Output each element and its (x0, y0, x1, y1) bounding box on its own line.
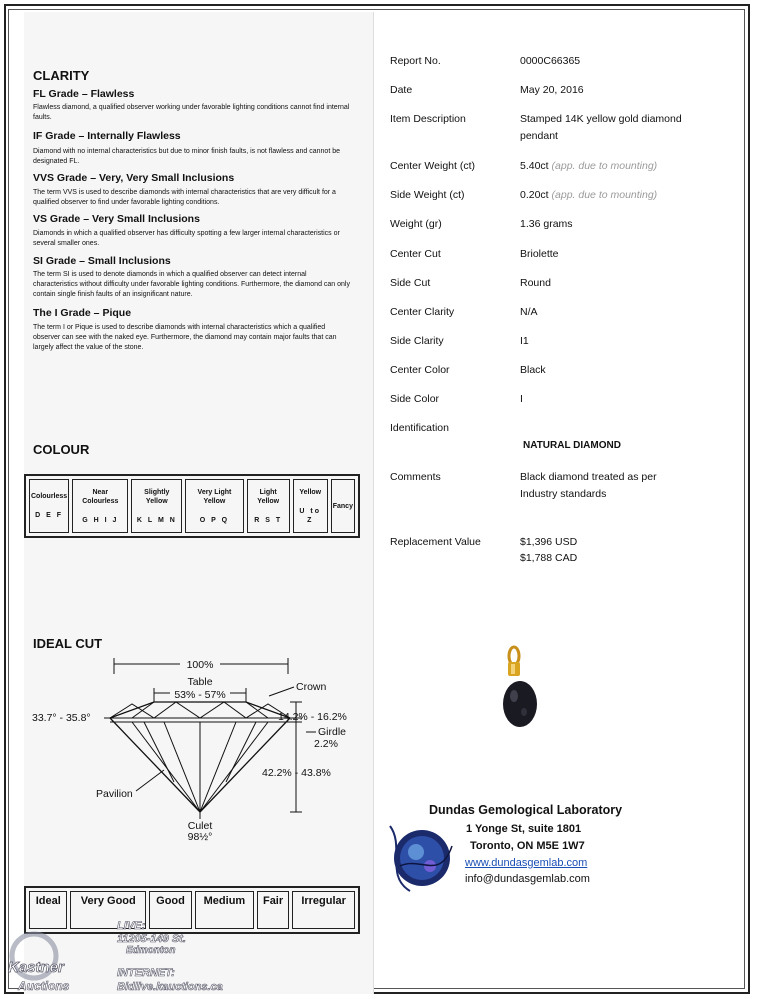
watermark-live-address1: 11205-149 St. (117, 933, 186, 945)
side-clarity-label: Side Clarity (390, 335, 444, 347)
grade-text-si: The term SI is used to denote diamonds in which a qualified observer can detect internal characteristics without difficulty under favorable lighting conditions. Furthermore, the diamond can only contain single finish faults of an insignificant nature. (33, 271, 350, 298)
cut-grade-cell: Good (149, 891, 192, 929)
item-description-value: Stamped 14K yellow gold diamond pendant (520, 113, 682, 142)
side-weight-value: 0.20ct (app. due to mounting) (520, 189, 658, 201)
replacement-value-label: Replacement Value (390, 536, 481, 548)
crown-height-label: 14.2% - 16.2% (278, 711, 347, 723)
table-word: Table (187, 676, 213, 688)
side-color-label: Side Color (390, 393, 440, 405)
colour-grade-table (24, 474, 360, 538)
colour-cell: Very Light Yellow O P Q (185, 479, 243, 533)
pendant-photo (490, 640, 560, 750)
weight-value: 1.36 grams (520, 218, 573, 230)
lab-website-link[interactable]: www.dundasgemlab.com (465, 857, 588, 869)
cut-grade-cell: Medium (195, 891, 254, 929)
report-no-value: 0000C66365 (520, 55, 581, 67)
replacement-cad: $1,788 CAD (520, 552, 578, 564)
watermark-live-address2: Edmonton (126, 945, 176, 956)
comments-value: Black diamond treated as per Industry standards (520, 471, 657, 500)
grade-text-fl: Flawless diamond, a qualified observer working under favorable lighting conditions cannot find internal faults. (33, 104, 350, 121)
cut-grade-cell: Ideal (29, 891, 67, 929)
weight-label: Weight (gr) (390, 218, 442, 230)
date-label: Date (390, 84, 413, 96)
clarity-title: CLARITY (33, 68, 90, 83)
ideal-cut-title: IDEAL CUT (33, 636, 103, 651)
lab-name: Dundas Gemological Laboratory (429, 803, 623, 817)
lab-hologram-seal (380, 816, 460, 896)
report-no-label: Report No. (390, 55, 441, 67)
lab-email: info@dundasgemlab.com (465, 873, 590, 885)
pavilion-label: Pavilion (96, 788, 133, 800)
crown-angle-label: 33.7° - 35.8° (32, 712, 91, 724)
culet-label: Culet (187, 820, 213, 832)
grade-heading-vvs: VVS Grade – Very, Very Small Inclusions (33, 172, 235, 184)
colour-cell: Light Yellow R S T (247, 479, 290, 533)
center-color-value: Black (520, 364, 546, 376)
girdle-pct-label: 2.2% (314, 738, 338, 750)
diamond-proportions-diagram (24, 652, 374, 852)
lab-address-line1: 1 Yonge St, suite 1801 (466, 823, 582, 835)
watermark-internet-url: Bidlive.kauctions.ca (117, 981, 223, 993)
cut-grade-cell: Fair (257, 891, 289, 929)
grade-text-i: The term I or Pique is used to describe diamonds with internal characteristics which a qualified observer can see with the naked eye. Furthermore, the diamond may contain major faults that can largely affect the value of the stone. (33, 324, 337, 351)
grade-text-vs: Diamonds in which a qualified observer has difficulty spotting a few larger internal characteristics or several smaller ones. (33, 230, 340, 247)
grade-heading-if: IF Grade – Internally Flawless (33, 130, 181, 142)
table-range: 53% - 57% (174, 689, 226, 701)
center-weight-value: 5.40ct (app. due to mounting) (520, 160, 658, 172)
grade-text-vvs: The term VVS is used to describe diamonds with internal characteristics that are very difficult for a qualified observer to find under favorable lighting conditions. (33, 189, 336, 206)
girdle-label: Girdle (318, 726, 347, 738)
center-cut-value: Briolette (520, 248, 559, 260)
colour-cell: Colourless D E F (29, 479, 69, 533)
colour-cell: Near Colourless G H I J (72, 479, 128, 533)
side-clarity-value: I1 (520, 335, 529, 347)
center-weight-label: Center Weight (ct) (390, 160, 475, 172)
lab-address-line2: Toronto, ON M5E 1W7 (470, 840, 585, 852)
identification-label: Identification (390, 422, 449, 434)
center-cut-label: Center Cut (390, 248, 441, 260)
side-color-value: I (520, 393, 523, 405)
grade-heading-vs: VS Grade – Very Small Inclusions (33, 213, 200, 225)
side-cut-value: Round (520, 277, 551, 289)
pavilion-depth-label: 42.2% - 43.8% (262, 767, 331, 779)
crown-label: Crown (296, 681, 327, 693)
center-clarity-value: N/A (520, 306, 538, 318)
colour-cell: Yellow U to Z (293, 479, 328, 533)
replacement-usd: $1,396 USD (520, 536, 578, 548)
auction-logo (4, 924, 104, 998)
grade-heading-i: The I Grade – Pique (33, 307, 132, 319)
center-color-label: Center Color (390, 364, 450, 376)
date-value: May 20, 2016 (520, 84, 584, 96)
culet-angle-label: 98½° (187, 831, 213, 843)
svg-text:Auctions: Auctions (18, 979, 70, 993)
watermark-internet-label: INTERNET: (117, 967, 175, 979)
grade-heading-fl: FL Grade – Flawless (33, 88, 135, 100)
cut-grade-cell: Very Good (70, 891, 146, 929)
auction-watermark (0, 918, 260, 998)
side-weight-label: Side Weight (ct) (390, 189, 465, 201)
item-description-label: Item Description (390, 113, 466, 125)
side-cut-label: Side Cut (390, 277, 431, 289)
grade-text-if: Diamond with no internal characteristics but due to minor finish faults, is not flawless and cannot be designated FL. (33, 148, 340, 165)
width-label: 100% (186, 659, 214, 671)
cut-grade-cell: Irregular (292, 891, 355, 929)
colour-title: COLOUR (33, 442, 90, 457)
watermark-live-label: LIVE: (117, 920, 146, 932)
identification-value: NATURAL DIAMOND (523, 440, 621, 451)
colour-cell: Fancy (331, 479, 355, 533)
svg-text:Kastner: Kastner (8, 959, 64, 976)
grade-heading-si: SI Grade – Small Inclusions (33, 255, 171, 267)
comments-label: Comments (390, 471, 441, 483)
center-clarity-label: Center Clarity (390, 306, 455, 318)
colour-cell: Slightly Yellow K L M N (131, 479, 182, 533)
